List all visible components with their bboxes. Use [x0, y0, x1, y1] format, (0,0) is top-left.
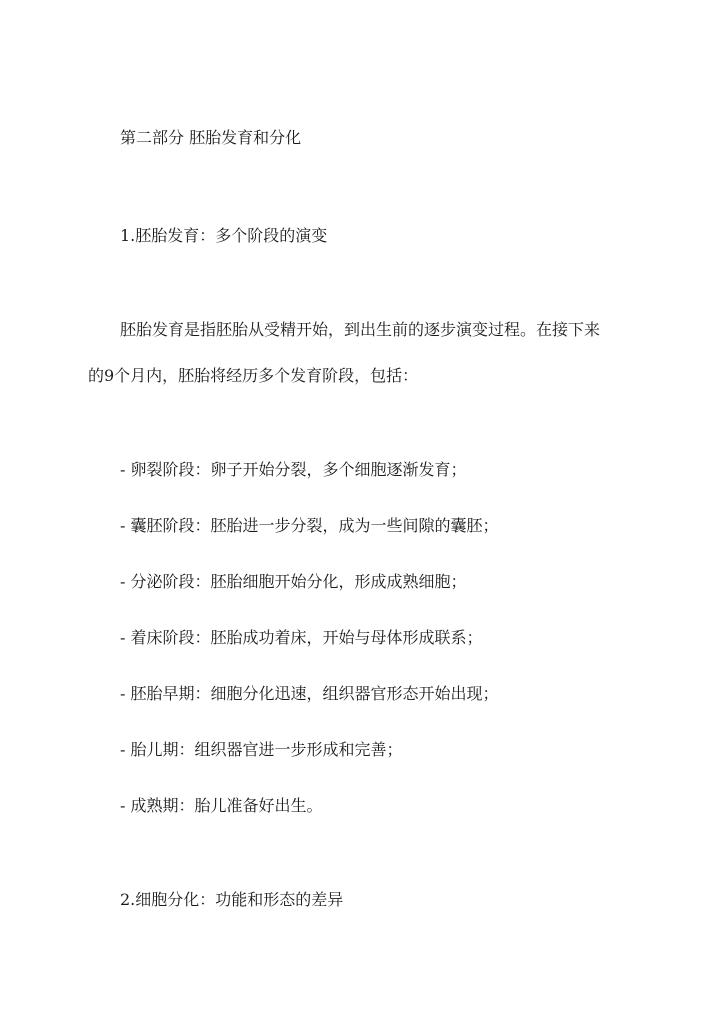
list-item: - 成熟期：胎儿准备好出生。	[120, 796, 323, 815]
heading-embryo-development: 1.胚胎发育：多个阶段的演变	[120, 226, 328, 245]
paragraph-line: 胚胎发育是指胚胎从受精开始，到出生前的逐步演变过程。在接下来	[120, 320, 601, 339]
paragraph-line: 的9个月内，胚胎将经历多个发育阶段，包括：	[88, 366, 419, 385]
list-item: - 着床阶段：胚胎成功着床，开始与母体形成联系；	[120, 628, 483, 647]
list-item: - 胚胎早期：细胞分化迅速，组织器官形态开始出现；	[120, 684, 499, 703]
list-item: - 分泌阶段：胚胎细胞开始分化，形成成熟细胞；	[120, 572, 467, 591]
list-item: - 胎儿期：组织器官进一步形成和完善；	[120, 740, 403, 759]
list-item: - 囊胚阶段：胚胎进一步分裂，成为一些间隙的囊胚；	[120, 516, 499, 535]
list-item: - 卵裂阶段：卵子开始分裂，多个细胞逐渐发育；	[120, 460, 467, 479]
section-title: 第二部分 胚胎发育和分化	[120, 128, 302, 147]
heading-cell-differentiation: 2.细胞分化：功能和形态的差异	[120, 890, 344, 909]
